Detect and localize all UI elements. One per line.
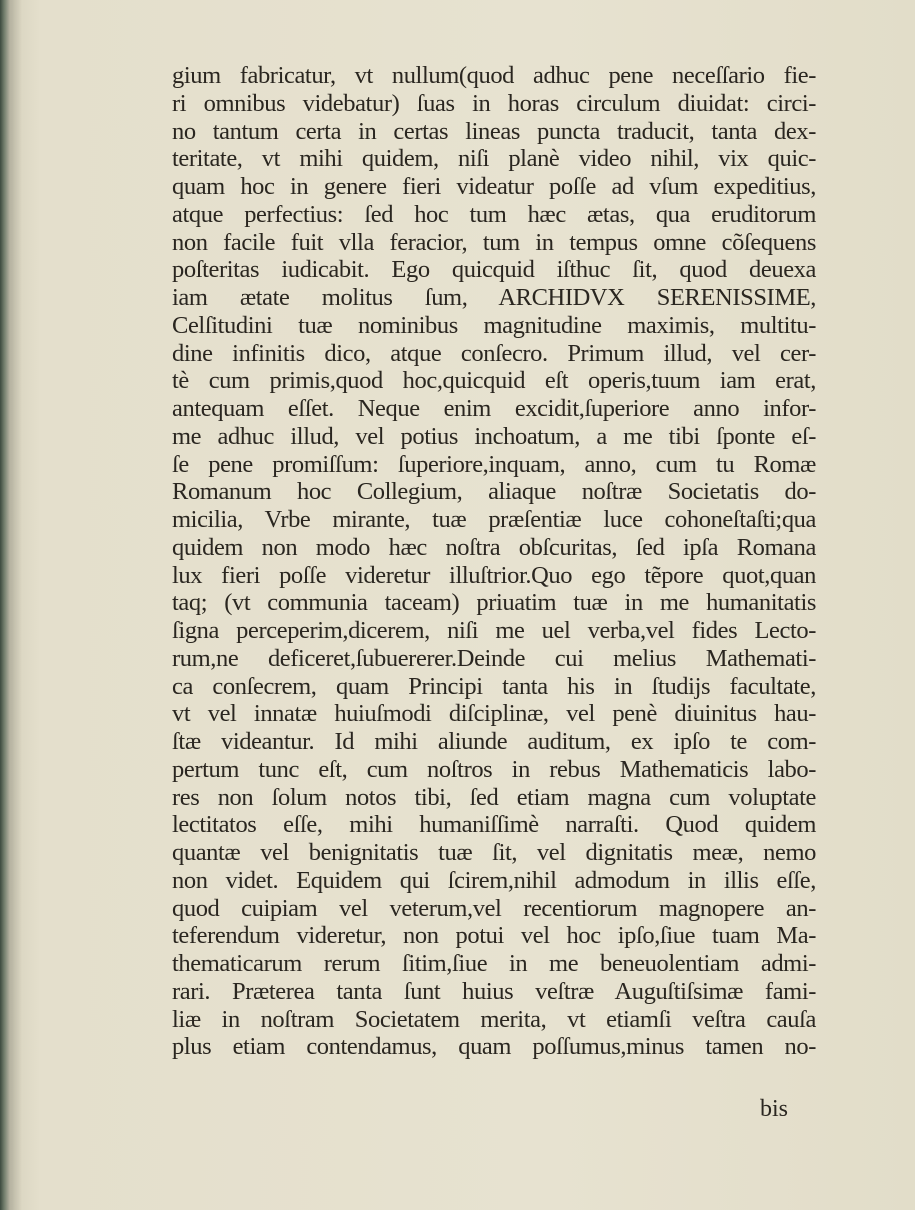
text-line: ri omnibus videbatur) ſuas in horas circulum diuidat: circi- xyxy=(172,89,816,117)
text-line: gium fabricatur, vt nullum(quod adhuc pene neceſſario fie- xyxy=(172,62,816,89)
text-line: teritate, vt mihi quidem, niſi planè video nihil, vix quic- xyxy=(172,145,816,173)
page-body-text xyxy=(172,62,816,1061)
text-line: thematicarum rerum ſitim,ſiue in me beneuolentiam admi- xyxy=(172,950,816,977)
text-line: atque perfectius: ſed hoc tum hæc ætas, qua eruditorum xyxy=(172,200,816,228)
text-line: antequam eſſet. Neque enim excidit,ſuperiore anno infor- xyxy=(172,395,816,422)
text-line: teferendum videretur, non potui vel hoc ipſo,ſiue tuam Ma- xyxy=(172,922,816,950)
text-line: non facile fuit vlla feracior, tum in tempus omne cõſequens xyxy=(172,228,816,256)
text-line: quod cuipiam vel veterum,vel recentiorum magnopere an- xyxy=(172,894,816,922)
catchword: bis xyxy=(760,1096,789,1122)
text-line: Romanum hoc Collegium, aliaque noſtræ Societatis do- xyxy=(172,478,816,506)
text-line: ſtæ videantur. Id mihi aliunde auditum, ex ipſo te com- xyxy=(172,728,816,755)
text-line: quantæ vel benignitatis tuæ ſit, vel dignitatis meæ, nemo xyxy=(172,839,816,866)
text-line: tè cum primis,quod hoc,quicquid eſt operis,tuum iam erat, xyxy=(172,367,816,395)
text-line: dine infinitis dico, atque conſecro. Primum illud, vel cer- xyxy=(172,339,816,367)
text-line: micilia, Vrbe mirante, tuæ præſentiæ luce cohoneſtaſti;qua xyxy=(172,506,816,533)
text-line: pertum tunc eſt, cum noſtros in rebus Mathematicis labo- xyxy=(172,755,816,783)
text-line: non videt. Equidem qui ſcirem,nihil admodum in illis eſſe, xyxy=(172,866,816,894)
text-line: no tantum certa in certas lineas puncta traducit, tanta dex- xyxy=(172,117,816,145)
text-line: plus etiam contendamus, quam poſſumus,minus tamen no- xyxy=(172,1033,816,1061)
text-line: poſteritas iudicabit. Ego quicquid iſthuc ſit, quod deuexa xyxy=(172,256,816,284)
text-line: iam ætate molitus ſum, ARCHIDVX SERENISSIME, xyxy=(172,284,816,311)
text-line: ſigna perceperim,dicerem, niſi me uel verba,vel fides Lecto- xyxy=(172,617,816,644)
text-line: quidem non modo hæc noſtra obſcuritas, ſed ipſa Romana xyxy=(172,533,816,561)
text-line: res non ſolum notos tibi, ſed etiam magna cum voluptate xyxy=(172,783,816,811)
text-line: Celſitudini tuæ nominibus magnitudine maximis, multitu- xyxy=(172,311,816,339)
text-line: vt vel innatæ huiuſmodi diſciplinæ, vel penè diuinitus hau- xyxy=(172,700,816,728)
text-line: lux fieri poſſe videretur illuſtrior.Quo ego tẽpore quot,quan xyxy=(172,561,816,589)
text-line: ſe pene promiſſum: ſuperiore,inquam, anno, cum tu Romæ xyxy=(172,450,816,478)
text-line: rari. Præterea tanta ſunt huius veſtræ Auguſtiſsimæ fami- xyxy=(172,977,816,1005)
book-binding-edge xyxy=(0,0,22,1210)
text-line: ca conſecrem, quam Principi tanta his in ſtudijs facultate, xyxy=(172,672,816,700)
text-line: taq; (vt communia taceam) priuatim tuæ in me humanitatis xyxy=(172,589,816,617)
text-line: rum,ne deficeret,ſubuererer.Deinde cui melius Mathemati- xyxy=(172,644,816,672)
text-line: quam hoc in genere fieri videatur poſſe ad vſum expeditius, xyxy=(172,173,816,200)
text-line: liæ in noſtram Societatem merita, vt etiamſi veſtra cauſa xyxy=(172,1005,816,1033)
text-line: lectitatos eſſe, mihi humaniſſimè narraſti. Quod quidem xyxy=(172,811,816,839)
text-line: me adhuc illud, vel potius inchoatum, a me tibi ſponte eſ- xyxy=(172,422,816,450)
